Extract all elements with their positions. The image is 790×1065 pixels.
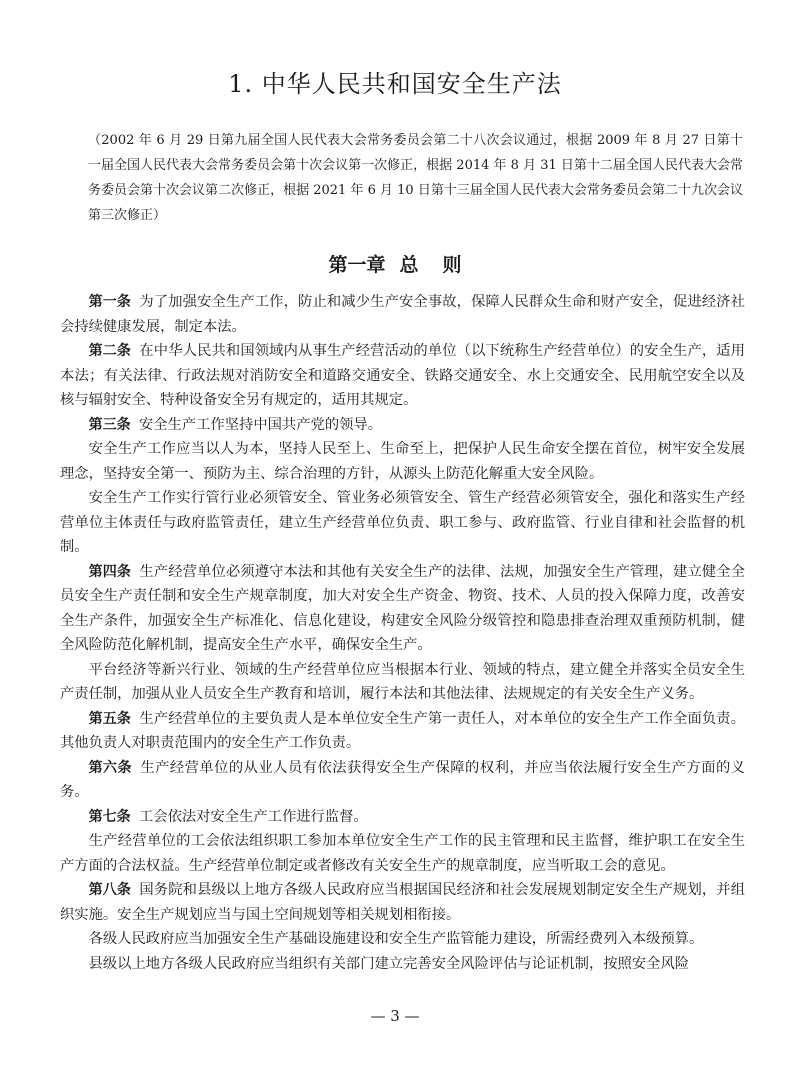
paragraph-text: 安全生产工作实行管行业必须管安全、管业务必须管安全、管生产经营必须管安全，强化和落实生产经营单位主体责任与政府监管责任，建立生产经营单位负责、职工参与、政府监管、行业自律和社会监督的机制。 [60,490,745,555]
paragraph-text: 国务院和县级以上地方各级人民政府应当根据国民经济和社会发展规划制定安全生产规划，并组织实施。安全生产规划应当与国土空间规划等相关规划相衔接。 [60,882,746,923]
article-number: 第七条 [88,808,131,825]
paragraph [60,486,745,560]
paragraph-text: 生产经营单位的从业人员有依法获得安全生产保障的权利，并应当依法履行安全生产方面的义务。 [60,759,746,800]
chapter-name-part1: 总 [399,254,419,276]
paragraph [60,437,745,486]
paragraph-text: 生产经营单位必须遵守本法和其他有关安全生产的法律、法规，加强安全生产管理，建立健全全员安全生产责任制和安全生产规章制度，加大对安全生产资金、物资、技术、人员的投入保障力度，改善安全生产条件，加强安全生产标准化、信息化建设，构建安全风险分级管控和隐患排查治理双重预防机制，健全风险防范化解机制，提高安全生产水平，确保安全生产。 [60,563,746,653]
article-number: 第二条 [88,343,131,359]
paragraph-text: 平台经济等新兴行业、领域的生产经营单位应当根据本行业、领域的特点，建立健全并落实全员安全生产责任制，加强从业人员安全生产教育和培训，履行本法和其他法律、法规规定的有关安全生产义务。 [60,661,745,702]
paragraph-text: 生产经营单位的主要负责人是本单位安全生产第一责任人，对本单位的安全生产工作全面负责。其他负责人对职责范围内的安全生产工作负责。 [60,710,746,751]
paragraph-text: 安全生产工作应当以人为本，坚持人民至上、生命至上，把保护人民生命安全摆在首位，树牢安全发展理念，坚持安全第一、预防为主、综合治理的方针，从源头上防范化解重大安全风险。 [60,441,745,482]
article-paragraph [60,339,745,413]
article-number: 第三条 [88,416,131,433]
article-number: 第五条 [88,710,131,727]
article-paragraph [60,756,745,805]
paragraph [60,952,745,977]
paragraph-text: 各级人民政府应当加强安全生产基础设施建设和安全生产监管能力建设，所需经费列入本级预算。 [88,931,704,947]
paragraph-text: 安全生产工作坚持中国共产党的领导。 [138,416,383,433]
paragraph [60,658,745,707]
page-number: — 3 — [370,1007,420,1025]
paragraph-text: 生产经营单位的工会依法组织职工参加本单位安全生产工作的民主管理和民主监督，维护职工在安全生产方面的合法权益。生产经营单位制定或者修改有关安全生产的规章制度，应当听取工会的意见。 [60,833,745,874]
document-title: 1. 中华人民共和国安全生产法 [228,70,562,98]
article-paragraph [60,707,745,756]
law-body [60,290,745,976]
paragraph-text: 在中华人民共和国领域内从事生产经营活动的单位（以下统称生产经营单位）的安全生产，适用本法；有关法律、行政法规对消防安全和道路交通安全、铁路交通安全、水上交通安全、民用航空安全以及核与辐射安全、特种设备安全另有规定的，适用其规定。 [60,343,746,408]
article-number: 第八条 [88,882,131,898]
paragraph-text: 工会依法对安全生产工作进行监督。 [138,808,368,825]
article-paragraph [60,805,745,830]
article-number: 第四条 [88,563,131,580]
article-number: 第一条 [88,294,131,310]
chapter-name-part2: 则 [442,254,462,276]
paragraph-text: 为了加强安全生产工作，防止和减少生产安全事故，保障人民群众生命和财产安全，促进经济社会持续健康发展，制定本法。 [60,294,746,335]
chapter-number: 第一章 [328,254,386,276]
article-number: 第六条 [88,759,132,776]
paragraph [60,829,745,878]
paragraph [60,927,745,952]
article-paragraph [60,290,745,339]
paragraph-text: 县级以上地方各级人民政府应当组织有关部门建立完善安全风险评估与论证机制，按照安全风险 [88,955,690,972]
article-paragraph [60,560,745,658]
chapter-heading [0,250,790,280]
article-paragraph [60,413,745,438]
article-paragraph [60,878,745,927]
adoption-note: （2002 年 6 月 29 日第九届全国人民代表大会常务委员会第二十八次会议通过，根据 2009 年 8 月 27 日第十一届全国人民代表大会常务委员会第十次会议第一次修正，根据 2014 年 8 月 31 日第十二届全国人民代表大会常务委员会第十次会议第二次修正，根据 2021 年 6 月 10 日第十三届全国人民代表大会常务委员会第二十九次会议第三次修正） [88,133,743,223]
